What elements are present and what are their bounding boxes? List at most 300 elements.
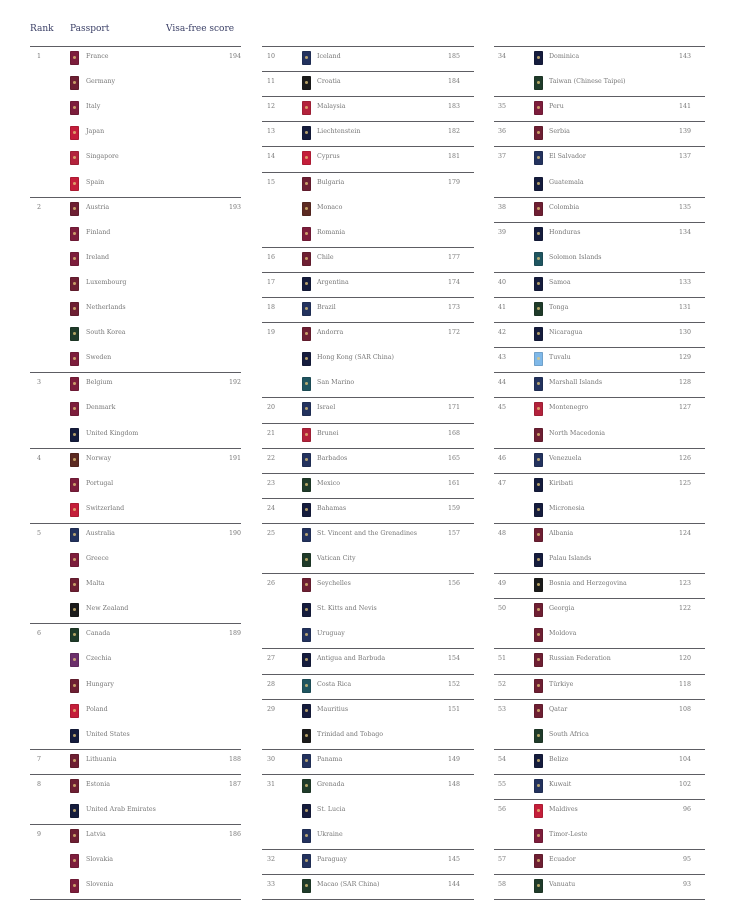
- country-name: Finland: [86, 228, 111, 236]
- passport-cover-icon: [302, 679, 311, 693]
- group-divider: [494, 899, 705, 900]
- country-name: Canada: [86, 630, 111, 638]
- passport-cover-icon: [70, 202, 79, 216]
- visa-free-score: 128: [678, 379, 691, 387]
- table-row: [494, 749, 705, 774]
- rank-column-header: Rank: [30, 24, 54, 34]
- country-name: Switzerland: [86, 504, 125, 512]
- ranking-column-3: [494, 0, 705, 910]
- country-name: Ukraine: [317, 831, 343, 839]
- country-name: Romania: [317, 228, 346, 236]
- passport-cover-icon: [302, 302, 311, 316]
- country-name: Lithuania: [86, 755, 117, 763]
- passport-cover-icon: [70, 729, 79, 743]
- passport-cover-icon: [70, 503, 79, 517]
- passport-cover-icon: [534, 528, 543, 542]
- country-name: Germany: [86, 78, 116, 86]
- rank-value: 15: [267, 178, 276, 186]
- rank-value: 45: [498, 404, 507, 412]
- visa-free-score: 188: [228, 755, 241, 763]
- visa-free-score: 141: [678, 103, 691, 111]
- visa-free-score: 131: [678, 304, 691, 311]
- rank-value: 19: [267, 329, 276, 337]
- passport-cover-icon: [534, 302, 543, 316]
- table-row: [262, 699, 474, 724]
- passport-cover-icon: [534, 779, 543, 793]
- table-row: [494, 272, 705, 297]
- passport-cover-icon: [70, 352, 79, 366]
- passport-cover-icon: [302, 478, 311, 492]
- country-name: Serbia: [549, 128, 570, 136]
- country-name: Singapore: [86, 153, 119, 161]
- table-row: [30, 397, 241, 422]
- rank-value: 29: [267, 705, 276, 713]
- visa-free-score: 182: [447, 128, 460, 136]
- table-row: [262, 272, 474, 297]
- passport-cover-icon: [70, 302, 79, 316]
- rank-value: 17: [267, 278, 276, 286]
- table-row: [262, 197, 474, 222]
- country-name: Moldova: [549, 630, 577, 638]
- passport-cover-icon: [70, 704, 79, 718]
- table-row: [494, 598, 705, 623]
- rank-value: 22: [267, 454, 276, 462]
- country-name: Grenada: [317, 780, 345, 788]
- table-row: [262, 146, 474, 171]
- passport-cover-icon: [534, 202, 543, 216]
- rank-value: 40: [498, 278, 507, 286]
- passport-cover-icon: [70, 653, 79, 667]
- visa-free-score: 129: [678, 354, 691, 362]
- table-row: [494, 46, 705, 71]
- passport-cover-icon: [70, 453, 79, 467]
- visa-free-score: 183: [447, 103, 460, 111]
- table-row: [262, 247, 474, 272]
- country-name: Maldives: [549, 806, 578, 813]
- table-row: [494, 824, 705, 849]
- visa-free-score: 148: [447, 780, 460, 788]
- table-row: [262, 824, 474, 849]
- rank-value: 30: [267, 755, 276, 763]
- country-name: Kuwait: [549, 780, 572, 788]
- table-row: [30, 347, 241, 372]
- passport-cover-icon: [302, 352, 311, 366]
- passport-cover-icon: [534, 679, 543, 693]
- passport-cover-icon: [302, 327, 311, 341]
- country-name: Denmark: [86, 404, 116, 412]
- table-row: [30, 222, 241, 247]
- table-row: [262, 372, 474, 397]
- country-name: Hong Kong (SAR China): [317, 354, 394, 362]
- country-name: Kiribati: [549, 479, 574, 487]
- visa-free-score: 185: [447, 53, 460, 60]
- country-name: Australia: [86, 529, 115, 537]
- country-name: Croatia: [317, 78, 341, 86]
- passport-cover-icon: [534, 578, 543, 592]
- visa-free-score: 127: [678, 404, 691, 412]
- rank-value: 13: [267, 128, 276, 136]
- rank-value: 58: [498, 881, 507, 889]
- visa-free-score: 172: [447, 329, 460, 337]
- passport-cover-icon: [70, 754, 79, 768]
- visa-free-score: 123: [678, 580, 691, 588]
- table-row: [262, 724, 474, 749]
- country-name: Portugal: [86, 479, 114, 487]
- table-row: [30, 548, 241, 573]
- rank-value: 31: [267, 780, 276, 788]
- passport-cover-icon: [534, 804, 543, 818]
- country-name: South Korea: [86, 329, 126, 337]
- passport-cover-icon: [302, 779, 311, 793]
- table-row: [494, 648, 705, 673]
- passport-cover-icon: [70, 151, 79, 165]
- country-name: South Africa: [549, 730, 589, 738]
- passport-cover-icon: [534, 377, 543, 391]
- passport-cover-icon: [534, 76, 543, 90]
- country-name: Mauritius: [317, 705, 349, 713]
- country-name: Luxembourg: [86, 278, 127, 286]
- rank-value: 27: [267, 655, 276, 663]
- ranking-column-2: [262, 0, 474, 910]
- passport-cover-icon: [302, 729, 311, 743]
- passport-cover-icon: [70, 177, 79, 191]
- rank-value: 20: [267, 404, 276, 412]
- table-row: [30, 749, 241, 774]
- passport-cover-icon: [534, 51, 543, 65]
- country-name: Malaysia: [317, 103, 346, 111]
- country-name: Antigua and Barbuda: [317, 655, 386, 663]
- visa-free-score: 186: [228, 831, 241, 839]
- rank-value: 51: [498, 655, 507, 663]
- country-name: Russian Federation: [549, 655, 611, 663]
- table-row: [262, 397, 474, 422]
- rank-value: 38: [498, 203, 507, 211]
- table-row: [262, 222, 474, 247]
- country-name: Colombia: [549, 203, 580, 211]
- passport-cover-icon: [534, 277, 543, 291]
- rank-value: 37: [498, 153, 507, 161]
- passport-cover-icon: [70, 603, 79, 617]
- country-name: Honduras: [549, 228, 581, 236]
- table-row: [494, 372, 705, 397]
- rank-value: 1: [37, 53, 42, 60]
- rank-value: 34: [498, 53, 507, 60]
- country-name: Trinidad and Tobago: [317, 730, 384, 738]
- country-name: United Kingdom: [86, 429, 139, 437]
- rank-value: 48: [498, 529, 507, 537]
- country-name: Costa Rica: [317, 680, 352, 688]
- rank-value: 24: [267, 504, 276, 512]
- country-name: New Zealand: [86, 605, 129, 613]
- country-name: Greece: [86, 555, 109, 562]
- table-row: [30, 523, 241, 548]
- rank-value: 56: [498, 806, 507, 813]
- country-name: Vanuatu: [549, 881, 576, 889]
- visa-free-score: 190: [228, 529, 241, 537]
- country-name: Poland: [86, 705, 108, 713]
- rank-value: 42: [498, 329, 507, 337]
- rank-value: 50: [498, 605, 507, 613]
- rank-value: 28: [267, 680, 276, 688]
- country-name: France: [86, 53, 109, 60]
- visa-free-score: 133: [678, 278, 691, 286]
- country-name: San Marino: [317, 379, 355, 387]
- passport-cover-icon: [70, 377, 79, 391]
- table-row: [262, 774, 474, 799]
- passport-cover-icon: [302, 151, 311, 165]
- rank-value: 5: [37, 529, 42, 537]
- visa-free-score: 122: [678, 605, 691, 613]
- passport-cover-icon: [534, 553, 543, 567]
- table-row: [262, 648, 474, 673]
- country-name: Estonia: [86, 780, 110, 788]
- country-name: Palau Islands: [549, 555, 592, 562]
- passport-cover-icon: [302, 202, 311, 216]
- visa-free-score: 93: [682, 881, 691, 889]
- table-row: [30, 724, 241, 749]
- rank-value: 7: [37, 755, 42, 763]
- rank-value: 54: [498, 755, 507, 763]
- country-name: St. Kitts and Nevis: [317, 605, 377, 613]
- country-name: Tonga: [549, 304, 569, 311]
- ranking-column-1: [30, 0, 241, 910]
- table-row: [262, 548, 474, 573]
- country-name: Chile: [317, 253, 334, 261]
- country-name: Nicaragua: [549, 329, 583, 337]
- table-row: [30, 498, 241, 523]
- table-row: [30, 799, 241, 824]
- table-row: [494, 222, 705, 247]
- passport-cover-icon: [302, 101, 311, 115]
- passport-cover-icon: [70, 402, 79, 416]
- table-row: [494, 172, 705, 197]
- country-name: Marshall Islands: [549, 379, 603, 387]
- passport-cover-icon: [302, 653, 311, 667]
- visa-free-score: 145: [447, 856, 460, 864]
- table-row: [494, 397, 705, 422]
- passport-cover-icon: [70, 428, 79, 442]
- country-name: Georgia: [549, 605, 575, 613]
- passport-cover-icon: [534, 603, 543, 617]
- country-name: Peru: [549, 103, 564, 111]
- table-row: [494, 523, 705, 548]
- table-row: [30, 849, 241, 874]
- country-name: Panama: [317, 755, 343, 763]
- passport-cover-icon: [534, 829, 543, 843]
- country-name: Ireland: [86, 253, 110, 261]
- rank-value: 21: [267, 429, 276, 437]
- passport-cover-icon: [534, 704, 543, 718]
- passport-cover-icon: [70, 101, 79, 115]
- visa-free-score: 177: [447, 253, 460, 261]
- visa-free-score: 134: [678, 228, 691, 236]
- table-row: [262, 423, 474, 448]
- passport-cover-icon: [534, 402, 543, 416]
- passport-cover-icon: [302, 76, 311, 90]
- country-name: Austria: [86, 203, 110, 211]
- passport-cover-icon: [302, 227, 311, 241]
- table-row: [30, 71, 241, 96]
- rank-value: 35: [498, 103, 507, 111]
- country-name: Brazil: [317, 304, 336, 311]
- country-name: Slovakia: [86, 856, 114, 864]
- passport-cover-icon: [70, 327, 79, 341]
- visa-free-score: 130: [678, 329, 691, 337]
- country-name: Vatican City: [317, 555, 356, 562]
- passport-cover-icon: [70, 478, 79, 492]
- passport-cover-icon: [70, 51, 79, 65]
- rank-value: 4: [37, 454, 42, 462]
- table-row: [30, 448, 241, 473]
- visa-free-score: 174: [447, 278, 460, 286]
- country-name: Solomon Islands: [549, 253, 602, 261]
- country-name: Tuvalu: [549, 354, 571, 362]
- passport-cover-icon: [70, 628, 79, 642]
- country-name: Belgium: [86, 379, 113, 387]
- passport-cover-icon: [534, 327, 543, 341]
- visa-free-score: 165: [447, 454, 460, 462]
- table-row: [494, 548, 705, 573]
- country-name: Japan: [86, 128, 105, 136]
- passport-column-header: Passport: [70, 24, 110, 34]
- visa-free-score: 104: [678, 755, 691, 763]
- country-name: St. Vincent and the Grenadines: [317, 529, 417, 537]
- country-name: El Salvador: [549, 153, 586, 161]
- table-row: [262, 874, 474, 899]
- visa-free-score: 96: [682, 806, 691, 813]
- country-name: United Arab Emirates: [86, 806, 156, 813]
- visa-free-score: 118: [678, 680, 691, 688]
- country-name: Venezuela: [549, 454, 582, 462]
- passport-cover-icon: [534, 754, 543, 768]
- passport-cover-icon: [534, 653, 543, 667]
- table-row: [494, 121, 705, 146]
- visa-free-score: 171: [447, 404, 460, 412]
- table-row: [494, 699, 705, 724]
- visa-free-score: 135: [678, 203, 691, 211]
- table-row: [494, 573, 705, 598]
- rank-value: 9: [37, 831, 42, 839]
- table-row: [30, 46, 241, 71]
- rank-value: 16: [267, 253, 276, 261]
- passport-cover-icon: [70, 252, 79, 266]
- country-name: Italy: [86, 103, 101, 111]
- table-row: [30, 473, 241, 498]
- passport-cover-icon: [534, 126, 543, 140]
- passport-cover-icon: [302, 804, 311, 818]
- passport-cover-icon: [534, 503, 543, 517]
- table-row: [30, 573, 241, 598]
- table-row: [494, 297, 705, 322]
- table-row: [262, 799, 474, 824]
- table-row: [30, 674, 241, 699]
- visa-free-score: 137: [678, 153, 691, 161]
- table-row: [494, 473, 705, 498]
- visa-free-score: 187: [228, 780, 241, 788]
- country-name: Liechtenstein: [317, 128, 361, 136]
- country-name: Czechia: [86, 655, 112, 663]
- passport-cover-icon: [70, 779, 79, 793]
- table-row: [494, 197, 705, 222]
- country-name: Sweden: [86, 354, 112, 362]
- passport-cover-icon: [302, 704, 311, 718]
- visa-free-score: 144: [447, 881, 460, 889]
- visa-free-score: 179: [447, 178, 460, 186]
- visa-free-score: 143: [678, 53, 691, 60]
- table-row: [494, 874, 705, 899]
- country-name: Norway: [86, 454, 112, 462]
- rank-value: 14: [267, 153, 276, 161]
- passport-cover-icon: [302, 377, 311, 391]
- table-row: [262, 121, 474, 146]
- visa-free-score: 161: [447, 479, 460, 487]
- visa-free-score: 168: [447, 429, 460, 437]
- table-row: [262, 498, 474, 523]
- group-divider: [262, 899, 474, 900]
- country-name: Timor-Leste: [549, 831, 588, 839]
- table-row: [262, 71, 474, 96]
- rank-value: 12: [267, 103, 276, 111]
- visa-free-score: 108: [678, 705, 691, 713]
- visa-free-score: 139: [678, 128, 691, 136]
- table-row: [30, 699, 241, 724]
- table-row: [30, 272, 241, 297]
- table-row: [30, 623, 241, 648]
- rank-value: 8: [37, 780, 42, 788]
- rank-value: 49: [498, 580, 507, 588]
- table-row: [262, 473, 474, 498]
- country-name: Macao (SAR China): [317, 881, 380, 889]
- table-row: [30, 172, 241, 197]
- table-row: [494, 799, 705, 824]
- table-row: [494, 247, 705, 272]
- rank-value: 36: [498, 128, 507, 136]
- table-row: [494, 674, 705, 699]
- table-row: [30, 322, 241, 347]
- passport-cover-icon: [534, 879, 543, 893]
- visa-free-score: 173: [447, 304, 460, 311]
- passport-cover-icon: [70, 879, 79, 893]
- country-name: Malta: [86, 580, 105, 588]
- table-row: [30, 824, 241, 849]
- country-name: Cyprus: [317, 153, 340, 161]
- visa-free-score: 184: [447, 78, 460, 86]
- rank-value: 10: [267, 53, 276, 60]
- passport-cover-icon: [70, 854, 79, 868]
- rank-value: 39: [498, 228, 507, 236]
- country-name: Mexico: [317, 479, 341, 487]
- table-row: [262, 347, 474, 372]
- table-row: [30, 197, 241, 222]
- country-name: Türkiye: [549, 680, 574, 688]
- visa-free-score: 154: [447, 655, 460, 663]
- passport-cover-icon: [302, 603, 311, 617]
- passport-cover-icon: [70, 277, 79, 291]
- passport-cover-icon: [302, 553, 311, 567]
- rank-value: 53: [498, 705, 507, 713]
- passport-cover-icon: [302, 51, 311, 65]
- passport-cover-icon: [70, 528, 79, 542]
- rank-value: 6: [37, 630, 42, 638]
- table-row: [262, 448, 474, 473]
- passport-cover-icon: [70, 227, 79, 241]
- passport-cover-icon: [302, 402, 311, 416]
- passport-cover-icon: [302, 829, 311, 843]
- passport-cover-icon: [70, 578, 79, 592]
- passport-cover-icon: [302, 578, 311, 592]
- group-divider: [30, 899, 241, 900]
- table-row: [262, 322, 474, 347]
